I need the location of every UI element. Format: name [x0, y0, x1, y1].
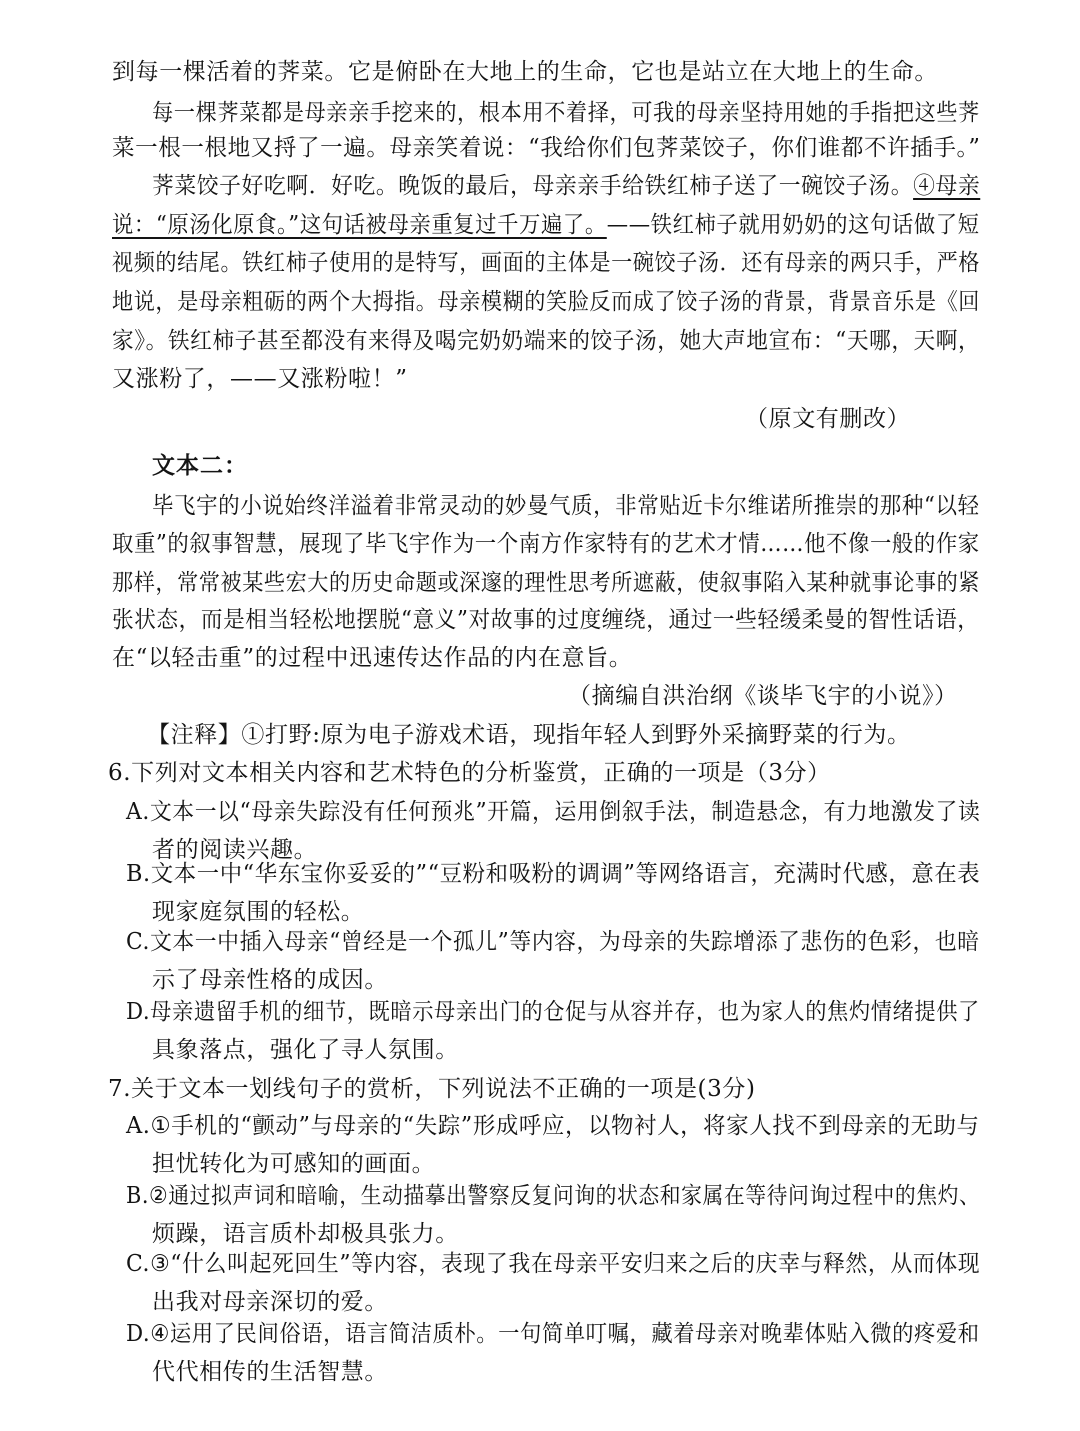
text1-line: 菜一根一根地又捋了一遍。母亲笑着说：“我给你们包荠菜饺子，你们谁都不许插手。” — [112, 135, 981, 161]
text1-source: （原文有删改） — [745, 406, 911, 432]
question-6-option-c: C.文本一中插入母亲“曾经是一个孤儿”等内容，为母亲的失踪增添了悲伤的色彩，也暗 — [126, 929, 980, 955]
question-7-option-d-cont: 代代相传的生活智慧。 — [152, 1359, 388, 1385]
question-7-option-c: C.③“什么叫起死回生”等内容，表现了我在母亲平安归来之后的庆幸与释然，从而体现 — [126, 1251, 981, 1277]
question-6-option-d-cont: 具象落点，强化了寻人氛围。 — [152, 1037, 459, 1063]
question-6-option-d: D.母亲遗留手机的细节，既暗示母亲出门的仓促与从容并存，也为家人的焦灼情绪提供了 — [126, 999, 980, 1025]
text2-line: 取重”的叙事智慧，展现了毕飞宇作为一个南方作家特有的艺术才情……他不像一般的作家 — [112, 531, 980, 557]
question-7-option-d: D.④运用了民间俗语，语言简洁质朴。一句简单叮嘱，藏着母亲对晚辈体贴入微的疼爱和 — [126, 1321, 980, 1347]
text2-source: （摘编自洪治纲《谈毕飞宇的小说》） — [568, 683, 958, 709]
question-6-option-a-cont: 者的阅读兴趣。 — [152, 837, 318, 863]
question-7-option-b-cont: 烦躁，语言质朴却极具张力。 — [152, 1221, 459, 1247]
annotation-note: 【注释】①打野:原为电子游戏术语，现指年轻人到野外采摘野菜的行为。 — [147, 722, 911, 748]
text1-line: 地说，是母亲粗砺的两个大拇指。母亲模糊的笑脸反而成了饺子汤的背景，背景音乐是《回 — [112, 289, 981, 315]
question-7-option-a: A.①手机的“颤动”与母亲的“失踪”形成呼应，以物衬人，将家人找不到母亲的无助与 — [126, 1113, 980, 1139]
question-6-option-b: B.文本一中“华东宝你妥妥的”“豆粉和吸粉的调调”等网络语言，充满时代感，意在表 — [126, 861, 981, 887]
underlined-sentence-4-cont: 说：“原汤化原食。”这句话被母亲重复过千万遍了。 — [112, 212, 607, 238]
text2-line: 毕飞宇的小说始终洋溢着非常灵动的妙曼气质，非常贴近卡尔维诺所推崇的那种“以轻 — [152, 493, 980, 519]
question-6-option-a: A.文本一以“母亲失踪没有任何预兆”开篇，运用倒叙手法，制造悬念，有力地激发了读 — [126, 799, 981, 825]
question-6-option-b-cont: 现家庭氛围的轻松。 — [152, 899, 365, 925]
text2-line: 张状态，而是相当轻松地摆脱“意义”对故事的过度缠绕，通过一些轻缓柔曼的智性话语， — [112, 607, 980, 633]
text2-heading: 文本二： — [152, 452, 248, 479]
question-7-stem: 7.关于文本一划线句子的赏析，下列说法不正确的一项是(3分) — [108, 1076, 756, 1102]
question-6-stem: 6.下列对文本相关内容和艺术特色的分析鉴赏，正确的一项是（3分） — [108, 760, 831, 786]
question-7-option-c-cont: 出我对母亲深切的爱。 — [152, 1289, 388, 1315]
text1-line: 每一棵荠菜都是母亲亲手挖来的，根本用不着择，可我的母亲坚持用她的手指把这些荠 — [152, 100, 980, 126]
text2-line: 在“以轻击重”的过程中迅速传达作品的内在意旨。 — [112, 645, 633, 671]
question-7-option-a-cont: 担忧转化为可感知的画面。 — [152, 1151, 436, 1177]
text1-segment: ——铁红柿子就用奶奶的这句话做了短 — [606, 212, 980, 238]
text1-segment: 荠菜饺子好吃啊．好吃。晚饭的最后，母亲亲手给铁红柿子送了一碗饺子汤。 — [152, 173, 914, 199]
text1-line: 视频的结尾。铁红柿子使用的是特写，画面的主体是一碗饺子汤．还有母亲的两只手，严格 — [112, 250, 981, 276]
text1-line — [112, 209, 980, 241]
underlined-sentence-4: ④母亲 — [913, 173, 981, 199]
question-7-option-b: B.②通过拟声词和暗喻，生动描摹出警察反复问询的状态和家属在等待问询过程中的焦灼、 — [126, 1183, 981, 1209]
text1-line: 家》。铁红柿子甚至都没有来得及喝完奶奶端来的饺子汤，她大声地宣布：“天哪，天啊， — [112, 328, 981, 354]
text1-line — [152, 170, 980, 202]
text1-line: 到每一棵活着的荠菜。它是俯卧在大地上的生命，它也是站立在大地上的生命。 — [112, 59, 938, 85]
question-6-option-c-cont: 示了母亲性格的成因。 — [152, 967, 388, 993]
text1-line: 又涨粉了，——又涨粉啦！” — [112, 366, 408, 392]
text2-line: 那样，常常被某些宏大的历史命题或深邃的理性思考所遮蔽，使叙事陷入某种就事论事的紧 — [112, 570, 981, 596]
